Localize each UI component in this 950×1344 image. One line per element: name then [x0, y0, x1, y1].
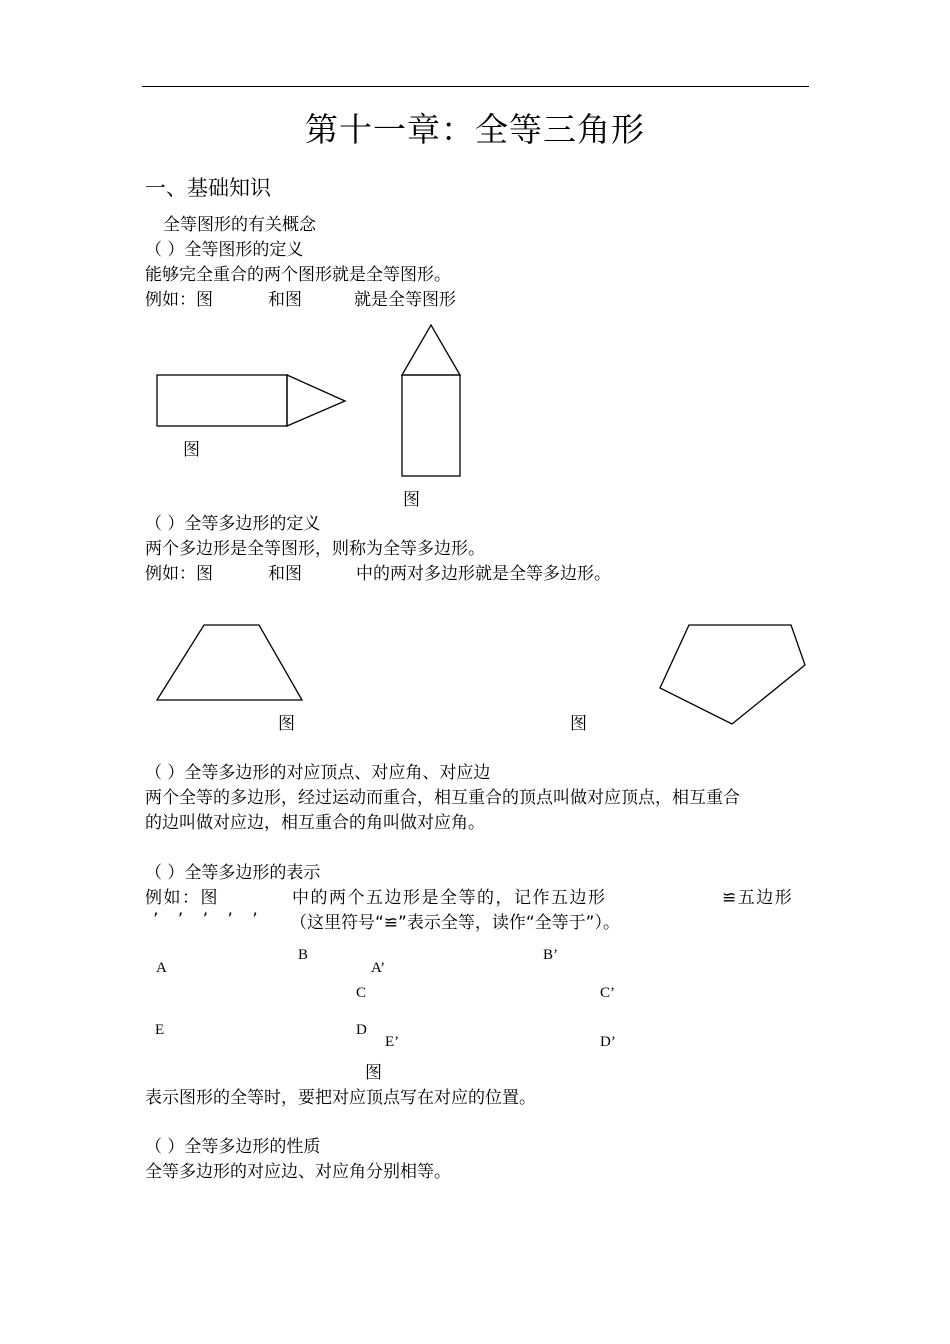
example-4-explanation: （这里符号“≌”表示全等，读作“全等于”）。 [290, 913, 620, 933]
page-title: 第十一章：全等三角形 [305, 110, 645, 149]
definition-3-line-1: 两个全等的多边形，经过运动而重合，相互重合的顶点叫做对应顶点，相互重合 [145, 788, 740, 808]
pentagon-pair-caption: 图 [365, 1063, 382, 1083]
topic-line: 全等图形的有关概念 [163, 215, 316, 235]
fig1-rectangle [157, 375, 287, 426]
example-1-part-b: 和图 [268, 290, 302, 310]
fig2-triangle [402, 325, 460, 375]
trapezoid-caption: 图 [278, 714, 295, 734]
fig2-rectangle [402, 375, 460, 476]
definition-3-line-2: 的边叫做对应边，相互重合的角叫做对应角。 [145, 813, 485, 833]
example-2-part-b: 和图 [268, 564, 302, 584]
example-4-prime-marks: ’ ’ ’ ’ ’ [153, 910, 258, 930]
trapezoid-shape [157, 625, 302, 700]
subheading-1: （ ）全等图形的定义 [145, 240, 304, 260]
example-4-part-a: 例如：图 [145, 888, 219, 908]
vertex-label-c-prime: C’ [600, 985, 615, 1001]
subheading-4: （ ）全等多边形的表示 [145, 863, 321, 883]
fig1-triangle [287, 375, 345, 426]
vertex-label-b-prime: B’ [543, 947, 558, 963]
pentagon-shape [660, 625, 805, 724]
vertex-label-c: C [356, 985, 367, 1001]
figure-caption-a: 图 [183, 440, 200, 460]
vertex-label-d-prime: D’ [600, 1034, 616, 1050]
vertex-label-e: E [155, 1022, 165, 1038]
figure-caption-b: 图 [403, 490, 420, 510]
example-1-part-a: 例如：图 [145, 290, 213, 310]
definition-5: 全等多边形的对应边、对应角分别相等。 [145, 1162, 451, 1182]
example-2-part-a: 例如：图 [145, 564, 213, 584]
definition-2: 两个多边形是全等图形，则称为全等多边形。 [145, 539, 485, 559]
vertex-label-a: A [156, 960, 167, 976]
section-heading: 一、基础知识 [145, 176, 271, 200]
vertex-label-e-prime: E’ [385, 1034, 400, 1050]
subheading-2: （ ）全等多边形的定义 [145, 514, 321, 534]
example-4-part-b: 中的两个五边形是全等的，记作五边形 [292, 888, 607, 908]
vertex-label-d: D [356, 1022, 367, 1038]
pentagon-caption: 图 [570, 714, 587, 734]
subheading-3: （ ）全等多边形的对应顶点、对应角、对应边 [145, 763, 491, 783]
example-4-part-c: ≌五边形 [722, 888, 794, 908]
definition-1: 能够完全重合的两个图形就是全等图形。 [145, 265, 451, 285]
vertex-label-b: B [298, 947, 309, 963]
notation-note: 表示图形的全等时，要把对应顶点写在对应的位置。 [145, 1088, 536, 1108]
subheading-5: （ ）全等多边形的性质 [145, 1137, 321, 1157]
example-1-part-c: 就是全等图形 [354, 290, 456, 310]
example-2-part-c: 中的两对多边形就是全等多边形。 [356, 564, 611, 584]
vertex-label-a-prime: A’ [371, 960, 386, 976]
